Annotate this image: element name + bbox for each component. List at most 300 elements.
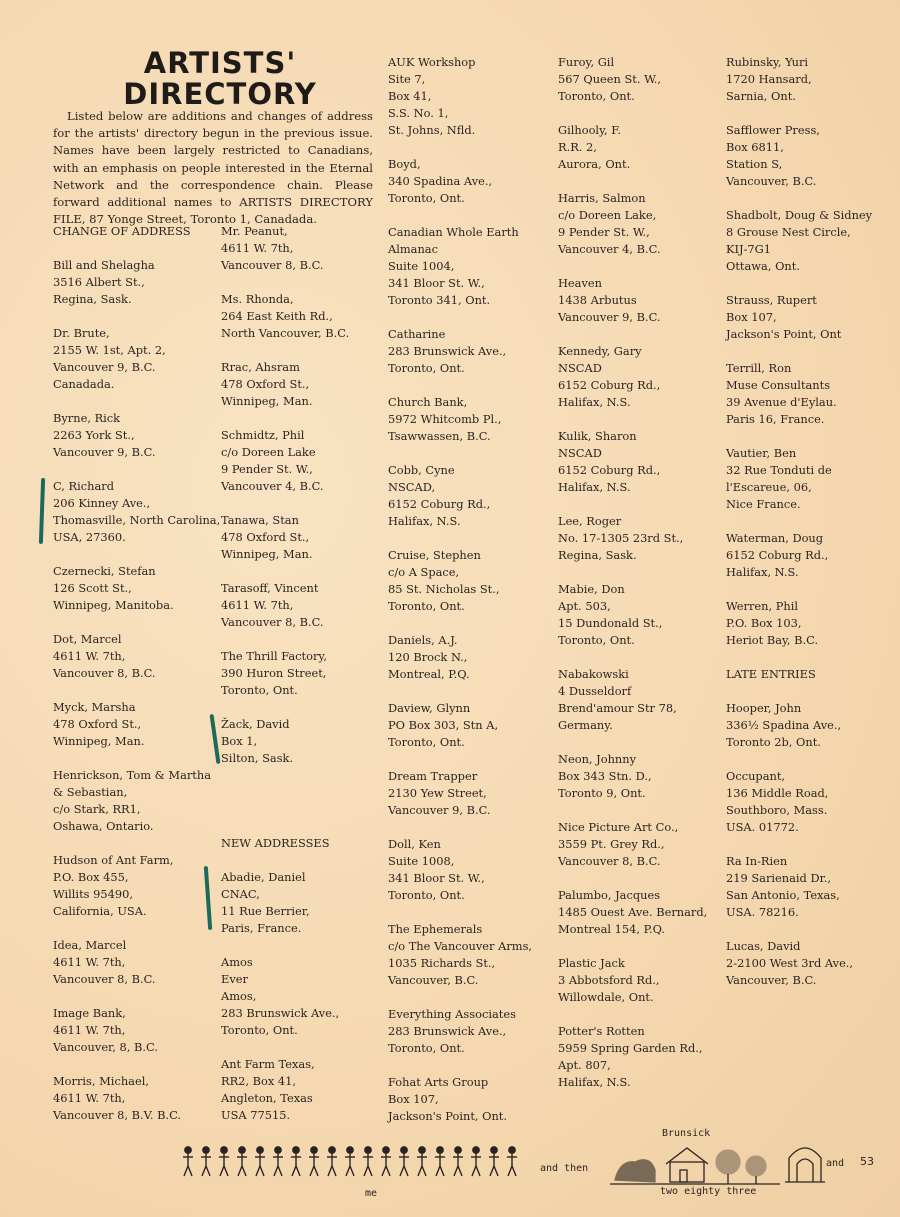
entry-address-line: Ever xyxy=(221,972,248,986)
directory-entry xyxy=(726,54,872,105)
entry-address-line: Almanac xyxy=(388,242,438,256)
entry-address-line: Toronto, Ont. xyxy=(388,735,465,749)
entry-address-line: S.S. No. 1, xyxy=(388,106,449,120)
entry-address-line: Toronto 341, Ont. xyxy=(388,293,491,307)
entry-address-line: Canadada. xyxy=(53,377,115,391)
entry-address-line: 478 Oxford St., xyxy=(221,377,310,391)
entry-address-line: Vancouver 8, B.C. xyxy=(221,615,324,629)
entry-name: Abadie, Daniel xyxy=(221,870,306,884)
entry-address-line: Ottawa, Ont. xyxy=(726,259,800,273)
entry-address-line: No. 17-1305 23rd St., xyxy=(558,531,684,545)
entry-address-line: 567 Queen St. W., xyxy=(558,72,662,86)
entry-address-line: 1035 Richards St., xyxy=(388,956,496,970)
directory-entry xyxy=(558,428,707,496)
entry-name: Vautier, Ben xyxy=(726,446,797,460)
entry-name: Lee, Roger xyxy=(558,514,622,528)
entry-address-line: Toronto 2b, Ont. xyxy=(726,735,821,749)
footer-text-me: me xyxy=(365,1188,378,1199)
marker-stroke-c-richard xyxy=(39,478,45,544)
entry-name: AUK Workshop xyxy=(388,55,476,69)
entry-address-line: Vancouver 9, B.C. xyxy=(558,310,661,324)
entry-address-line: Aurora, Ont. xyxy=(558,157,631,171)
entry-name: Safflower Press, xyxy=(726,123,820,137)
entry-name: Werren, Phil xyxy=(726,599,799,613)
entry-address-line: Halifax, N.S. xyxy=(558,1075,631,1089)
entry-name: Hudson of Ant Farm, xyxy=(53,853,174,867)
entry-address-line: Vancouver 9, B.C. xyxy=(388,803,491,817)
directory-entry xyxy=(726,700,872,751)
entry-address-line: Toronto, Ont. xyxy=(388,1041,465,1055)
entry-name: Waterman, Doug xyxy=(726,531,824,545)
entry-name: Furoy, Gil xyxy=(558,55,615,69)
entry-name: Doll, Ken xyxy=(388,837,441,851)
entry-address-line: USA. 78216. xyxy=(726,905,799,919)
entry-name: Tanawa, Stan xyxy=(221,513,299,527)
entry-address-line: 340 Spadina Ave., xyxy=(388,174,493,188)
entry-name: Idea, Marcel xyxy=(53,938,127,952)
entry-address-line: 3 Abbotsford Rd., xyxy=(558,973,660,987)
entry-name: Harris, Salmon xyxy=(558,191,646,205)
entry-address-line: P.O. Box 103, xyxy=(726,616,802,630)
entry-name: Ant Farm Texas, xyxy=(221,1057,315,1071)
entry-address-line: Suite 1004, xyxy=(388,259,455,273)
entry-address-line: KIJ-7G1 xyxy=(726,242,772,256)
entry-address-line: Box 343 Stn. D., xyxy=(558,769,652,783)
entry-name: Palumbo, Jacques xyxy=(558,888,661,902)
column-3 xyxy=(388,54,532,1142)
entry-address-line: 39 Avenue d'Eylau. xyxy=(726,395,837,409)
entry-address-line: Vancouver 8, B.V. B.C. xyxy=(53,1108,181,1122)
directory-entry xyxy=(53,563,220,614)
directory-entry xyxy=(388,1074,532,1125)
entry-address-line: Paris, France. xyxy=(221,921,302,935)
entry-name: Nabakowski xyxy=(558,667,629,681)
entry-address-line: Heriot Bay, B.C. xyxy=(726,633,819,647)
directory-entry xyxy=(558,666,707,734)
entry-address-line: Halifax, N.S. xyxy=(558,395,631,409)
entry-address-line: 6152 Coburg Rd., xyxy=(558,463,661,477)
directory-entry xyxy=(53,257,220,308)
entry-name: Dot, Marcel xyxy=(53,632,122,646)
entry-address-line: 2155 W. 1st, Apt. 2, xyxy=(53,343,166,357)
entry-address-line: Brend'amour Str 78, xyxy=(558,701,677,715)
entry-name: Rubinsky, Yuri xyxy=(726,55,809,69)
column-1 xyxy=(53,223,220,1141)
entry-address-line: California, USA. xyxy=(53,904,147,918)
directory-entry xyxy=(558,955,707,1006)
directory-entry xyxy=(53,631,220,682)
directory-entry xyxy=(726,360,872,428)
directory-entry xyxy=(388,394,532,445)
entry-name: Tarasoff, Vincent xyxy=(221,581,319,595)
directory-entry xyxy=(53,410,220,461)
entry-address-line: St. Johns, Nfld. xyxy=(388,123,476,137)
entry-name: Kennedy, Gary xyxy=(558,344,642,358)
entry-address-line: 8 Grouse Nest Circle, xyxy=(726,225,851,239)
entry-name: Heaven xyxy=(558,276,602,290)
entry-address-line: 336½ Spadina Ave., xyxy=(726,718,842,732)
entry-address-line: 283 Brunswick Ave., xyxy=(388,344,507,358)
intro-paragraph: Listed below are additions and changes of address for the artists' directory begun in the previous issue. Names have been largely restricted to Canadians, with an emphasis on people interested in the Eternal Network and the correspondence chain. Please forward additional names to ARTISTS DIRECTORY FILE, 87 Yonge Street, Toronto 1, Canadada. xyxy=(53,109,373,227)
entry-address-line: USA. 01772. xyxy=(726,820,799,834)
directory-entry xyxy=(558,887,707,938)
directory-entry xyxy=(388,547,532,615)
entry-address-line: Box 107, xyxy=(726,310,777,324)
entry-address-line: c/o The Vancouver Arms, xyxy=(388,939,533,953)
directory-entry xyxy=(558,122,707,173)
directory-entry xyxy=(558,343,707,411)
section-heading-late-entries: LATE ENTRIES xyxy=(726,667,816,681)
entry-address-line: 11 Rue Berrier, xyxy=(221,904,310,918)
directory-entry xyxy=(53,325,220,393)
entry-name: Schmidtz, Phil xyxy=(221,428,305,442)
entry-address-line: RR2, Box 41, xyxy=(221,1074,297,1088)
entry-address-line: Vancouver 9, B.C. xyxy=(53,445,156,459)
entry-name: Canadian Whole Earth xyxy=(388,225,519,239)
directory-entry xyxy=(221,648,349,699)
entry-address-line: Toronto, Ont. xyxy=(388,361,465,375)
entry-address-line: Box 107, xyxy=(388,1092,439,1106)
entry-address-line: 32 Rue Tonduti de xyxy=(726,463,832,477)
directory-entry xyxy=(53,937,220,988)
entry-address-line: 219 Sarienaid Dr., xyxy=(726,871,832,885)
footer-text-brunswick: Brunsick xyxy=(662,1128,711,1139)
entry-name: Church Bank, xyxy=(388,395,468,409)
entry-address-line: Vancouver 8, B.C. xyxy=(221,258,324,272)
entry-address-line: Montreal, P.Q. xyxy=(388,667,470,681)
entry-address-line: North Vancouver, B.C. xyxy=(221,326,350,340)
entry-name: Image Bank, xyxy=(53,1006,126,1020)
column-4 xyxy=(558,54,707,1108)
entry-address-line: PO Box 303, Stn A, xyxy=(388,718,499,732)
directory-entry xyxy=(388,768,532,819)
entry-name: Nice Picture Art Co., xyxy=(558,820,679,834)
directory-entry xyxy=(558,751,707,802)
entry-address-line: Regina, Sask. xyxy=(558,548,637,562)
entry-address-line: Sarnia, Ont. xyxy=(726,89,796,103)
entry-address-line: Vancouver, 8, B.C. xyxy=(53,1040,158,1054)
entry-address-line: Box 6811, xyxy=(726,140,784,154)
directory-entry xyxy=(53,767,220,835)
entry-name: Czernecki, Stefan xyxy=(53,564,156,578)
directory-entry xyxy=(388,224,532,309)
entry-address-line: 5959 Spring Garden Rd., xyxy=(558,1041,703,1055)
footer-text-and-then: and then xyxy=(540,1163,589,1174)
directory-entry xyxy=(388,156,532,207)
entry-address-line: 206 Kinney Ave., xyxy=(53,496,151,510)
arch-doodle-icon xyxy=(785,1138,825,1186)
stick-figure-row-icon xyxy=(180,1144,530,1184)
entry-name: Mr. Peanut, xyxy=(221,224,288,238)
entry-address-line: Toronto 9, Ont. xyxy=(558,786,646,800)
entry-name: Daniels, A.J. xyxy=(388,633,458,647)
directory-entry xyxy=(221,512,349,563)
entry-address-line: Angleton, Texas xyxy=(221,1091,313,1105)
footer-text-two-eighty-three: two eighty three xyxy=(660,1186,757,1197)
entry-address-line: Willits 95490, xyxy=(53,887,133,901)
directory-entry xyxy=(726,445,872,513)
directory-entry xyxy=(53,1005,220,1056)
entry-address-line: Paris 16, France. xyxy=(726,412,825,426)
directory-entry xyxy=(558,819,707,870)
entry-name: Everything Associates xyxy=(388,1007,516,1021)
entry-name: Hooper, John xyxy=(726,701,802,715)
entry-address-line: 4611 W. 7th, xyxy=(53,1091,126,1105)
entry-address-line: Toronto, Ont. xyxy=(221,1023,298,1037)
entry-name: Ra In-Rien xyxy=(726,854,788,868)
entry-name: Strauss, Rupert xyxy=(726,293,817,307)
directory-entry xyxy=(388,462,532,530)
entry-name: Byrne, Rick xyxy=(53,411,121,425)
entry-address-line: Jackson's Point, Ont xyxy=(726,327,842,341)
entry-address-line: 1438 Arbutus xyxy=(558,293,637,307)
entry-address-line: Winnipeg, Man. xyxy=(221,547,313,561)
entry-name: Terrill, Ron xyxy=(726,361,792,375)
entry-address-line: Vancouver 8, B.C. xyxy=(53,666,156,680)
entry-address-line: Apt. 503, xyxy=(558,599,611,613)
directory-entry xyxy=(388,836,532,904)
entry-name: Catharine xyxy=(388,327,446,341)
entry-address-line: Winnipeg, Man. xyxy=(221,394,313,408)
entry-name: Bill and Shelagha xyxy=(53,258,155,272)
directory-entry xyxy=(558,54,707,105)
entry-address-line: l'Escareue, 06, xyxy=(726,480,812,494)
entry-name: Ms. Rhonda, xyxy=(221,292,294,306)
entry-address-line: Toronto, Ont. xyxy=(388,888,465,902)
entry-address-line: 136 Middle Road, xyxy=(726,786,829,800)
directory-entry xyxy=(221,716,349,767)
entry-address-line: 264 East Keith Rd., xyxy=(221,309,333,323)
column-5 xyxy=(726,54,872,1006)
entry-address-line: Toronto, Ont. xyxy=(221,683,298,697)
entry-address-line: 4611 W. 7th, xyxy=(53,955,126,969)
entry-address-line: Halifax, N.S. xyxy=(558,480,631,494)
directory-entry xyxy=(53,478,220,546)
entry-address-line: 5972 Whitcomb Pl., xyxy=(388,412,502,426)
entry-address-line: San Antonio, Texas, xyxy=(726,888,840,902)
entry-address-line: c/o Doreen Lake xyxy=(221,445,316,459)
directory-entry xyxy=(726,853,872,921)
directory-entry xyxy=(558,1023,707,1091)
entry-name: Amos xyxy=(221,955,253,969)
entry-address-line: 4611 W. 7th, xyxy=(53,1023,126,1037)
entry-name: Myck, Marsha xyxy=(53,700,136,714)
entry-address-line: Site 7, xyxy=(388,72,426,86)
directory-entry xyxy=(388,1006,532,1057)
entry-name: Neon, Johnny xyxy=(558,752,637,766)
directory-entry xyxy=(221,1056,349,1124)
entry-address-line: c/o Stark, RR1, xyxy=(53,802,141,816)
directory-entry xyxy=(221,359,349,410)
directory-entry xyxy=(221,427,349,495)
entry-address-line: USA, 27360. xyxy=(53,530,126,544)
entry-name: Occupant, xyxy=(726,769,786,783)
entry-address-line: Vancouver 8, B.C. xyxy=(53,972,156,986)
entry-address-line: 4611 W. 7th, xyxy=(221,241,294,255)
entry-address-line: c/o Doreen Lake, xyxy=(558,208,657,222)
entry-address-line: Apt. 807, xyxy=(558,1058,611,1072)
entry-address-line: 4611 W. 7th, xyxy=(53,649,126,663)
entry-address-line: Germany. xyxy=(558,718,613,732)
entry-name: Dream Trapper xyxy=(388,769,478,783)
entry-address-line: Tsawwassen, B.C. xyxy=(388,429,491,443)
entry-address-line: 283 Brunswick Ave., xyxy=(388,1024,507,1038)
entry-address-line: Vancouver, B.C. xyxy=(388,973,479,987)
directory-entry xyxy=(53,699,220,750)
entry-address-line: Toronto, Ont. xyxy=(558,89,635,103)
entry-address-line: 283 Brunswick Ave., xyxy=(221,1006,340,1020)
entry-address-line: 341 Bloor St. W., xyxy=(388,871,485,885)
entry-address-line: 4 Dusseldorf xyxy=(558,684,632,698)
directory-entry xyxy=(558,190,707,258)
entry-address-line: Station S, xyxy=(726,157,783,171)
entry-name: Rrac, Ahsram xyxy=(221,360,300,374)
entry-address-line: 120 Brock N., xyxy=(388,650,468,664)
entry-address-line: 9 Pender St. W., xyxy=(558,225,650,239)
entry-address-line: Vancouver, B.C. xyxy=(726,174,817,188)
entry-address-line: 478 Oxford St., xyxy=(53,717,142,731)
directory-entry xyxy=(388,632,532,683)
entry-address-line: Halifax, N.S. xyxy=(726,565,799,579)
entry-address-line: 126 Scott St., xyxy=(53,581,132,595)
entry-name: Cruise, Stephen xyxy=(388,548,481,562)
entry-address-line: Oshawa, Ontario. xyxy=(53,819,154,833)
entry-address-line: Suite 1008, xyxy=(388,854,455,868)
entry-address-line: c/o A Space, xyxy=(388,565,460,579)
directory-entry xyxy=(388,54,532,139)
entry-address-line: Vancouver, B.C. xyxy=(726,973,817,987)
directory-entry xyxy=(388,921,532,989)
directory-entry xyxy=(221,223,349,274)
entry-address-line: Silton, Sask. xyxy=(221,751,294,765)
entry-address-line: 2130 Yew Street, xyxy=(388,786,487,800)
entry-address-line: 2263 York St., xyxy=(53,428,135,442)
entry-name: Morris, Michael, xyxy=(53,1074,149,1088)
directory-entry xyxy=(726,122,872,190)
footer-text-and: and xyxy=(826,1158,845,1169)
directory-entry xyxy=(221,291,349,342)
entry-name: The Thrill Factory, xyxy=(221,649,327,663)
entry-name: Shadbolt, Doug & Sidney xyxy=(726,208,873,222)
entry-address-line: 478 Oxford St., xyxy=(221,530,310,544)
entry-address-line: 2-2100 West 3rd Ave., xyxy=(726,956,854,970)
directory-entry xyxy=(221,954,349,1039)
directory-entry xyxy=(558,513,707,564)
entry-address-line: Halifax, N.S. xyxy=(388,514,461,528)
entry-name: Gilhooly, F. xyxy=(558,123,621,137)
entry-address-line: NSCAD xyxy=(558,361,602,375)
entry-address-line: NSCAD xyxy=(558,446,602,460)
title-line-2: DIRECTORY xyxy=(123,77,317,111)
entry-address-line: Montreal 154, P.Q. xyxy=(558,922,666,936)
entry-address-line: Vancouver 8, B.C. xyxy=(558,854,661,868)
entry-address-line: Nice France. xyxy=(726,497,801,511)
directory-entry xyxy=(726,768,872,836)
entry-name: Daview, Glynn xyxy=(388,701,471,715)
directory-entry xyxy=(726,292,872,343)
entry-address-line: Thomasville, North Carolina, xyxy=(53,513,221,527)
entry-address-line: 6152 Coburg Rd., xyxy=(558,378,661,392)
directory-entry xyxy=(726,530,872,581)
page-title xyxy=(110,48,330,110)
entry-address-line: Southboro, Mass. xyxy=(726,803,828,817)
entry-address-line: Willowdale, Ont. xyxy=(558,990,654,1004)
entry-name: Lucas, David xyxy=(726,939,801,953)
column-2 xyxy=(221,223,349,1141)
directory-entry xyxy=(388,700,532,751)
entry-address-line: 1720 Hansard, xyxy=(726,72,812,86)
directory-entry xyxy=(53,852,220,920)
entry-address-line: 4611 W. 7th, xyxy=(221,598,294,612)
entry-name: Žack, David xyxy=(221,717,290,731)
entry-name: Plastic Jack xyxy=(558,956,625,970)
title-line-1: ARTISTS' xyxy=(143,46,297,80)
entry-name: Henrickson, Tom & Martha xyxy=(53,768,212,782)
entry-address-line: Vancouver 4, B.C. xyxy=(221,479,324,493)
entry-address-line: 6152 Coburg Rd., xyxy=(388,497,491,511)
entry-address-line: NSCAD, xyxy=(388,480,436,494)
entry-name: Fohat Arts Group xyxy=(388,1075,489,1089)
entry-name: The Ephemerals xyxy=(388,922,483,936)
directory-entry xyxy=(726,207,872,275)
house-trees-doodle-icon xyxy=(610,1140,780,1188)
entry-address-line: 341 Bloor St. W., xyxy=(388,276,485,290)
entry-address-line: Toronto, Ont. xyxy=(388,599,465,613)
entry-address-line: 85 St. Nicholas St., xyxy=(388,582,500,596)
section-heading-change-of-address: CHANGE OF ADDRESS xyxy=(53,224,191,238)
entry-address-line: Muse Consultants xyxy=(726,378,831,392)
entry-address-line: USA 77515. xyxy=(221,1108,291,1122)
entry-address-line: Vancouver 9, B.C. xyxy=(53,360,156,374)
directory-entry xyxy=(53,1073,220,1124)
entry-address-line: 390 Huron Street, xyxy=(221,666,327,680)
entry-address-line: R.R. 2, xyxy=(558,140,597,154)
entry-address-line: CNAC, xyxy=(221,887,260,901)
entry-address-line: Toronto, Ont. xyxy=(558,633,635,647)
entry-address-line: Toronto, Ont. xyxy=(388,191,465,205)
entry-address-line: 9 Pender St. W., xyxy=(221,462,313,476)
entry-name: Boyd, xyxy=(388,157,421,171)
footer-doodle-strip xyxy=(170,1128,890,1208)
entry-address-line: 1485 Ouest Ave. Bernard, xyxy=(558,905,708,919)
directory-entry xyxy=(221,580,349,631)
entry-address-line: 3516 Albert St., xyxy=(53,275,145,289)
directory-entry xyxy=(558,581,707,649)
page-number: 53 xyxy=(860,1155,874,1168)
entry-address-line: 3559 Pt. Grey Rd., xyxy=(558,837,665,851)
entry-name: Cobb, Cyne xyxy=(388,463,455,477)
entry-address-line: Box 1, xyxy=(221,734,258,748)
directory-entry xyxy=(726,598,872,649)
entry-name: Potter's Rotten xyxy=(558,1024,645,1038)
entry-address-line: Winnipeg, Man. xyxy=(53,734,145,748)
directory-entry xyxy=(558,275,707,326)
entry-address-line: Box 41, xyxy=(388,89,432,103)
entry-address-line: Vancouver 4, B.C. xyxy=(558,242,661,256)
entry-name: Dr. Brute, xyxy=(53,326,110,340)
entry-address-line: 6152 Coburg Rd., xyxy=(726,548,829,562)
entry-address-line: 15 Dundonald St., xyxy=(558,616,663,630)
entry-name: Kulik, Sharon xyxy=(558,429,637,443)
entry-name: C, Richard xyxy=(53,479,115,493)
entry-name: Mabie, Don xyxy=(558,582,625,596)
entry-address-line: Winnipeg, Manitoba. xyxy=(53,598,174,612)
entry-address-line: Amos, xyxy=(221,989,257,1003)
entry-address-line: Regina, Sask. xyxy=(53,292,132,306)
section-heading-new-addresses: NEW ADDRESSES xyxy=(221,836,330,850)
directory-entry xyxy=(388,326,532,377)
entry-address-line: P.O. Box 455, xyxy=(53,870,129,884)
